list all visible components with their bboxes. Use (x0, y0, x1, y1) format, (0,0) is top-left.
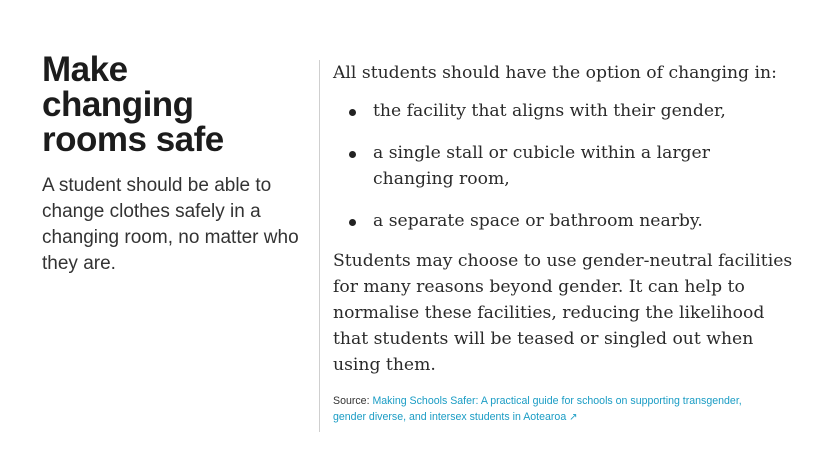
bullet-icon (349, 151, 356, 158)
external-link-icon: ↗ (569, 412, 578, 423)
source-link[interactable] (333, 395, 742, 423)
intro-text: All students should have the option of changing in: (333, 63, 777, 83)
vertical-divider (319, 60, 320, 432)
option-list (333, 98, 793, 234)
bullet-icon (349, 109, 356, 116)
source-label: Source: (333, 395, 370, 407)
title-line: rooms safe (42, 120, 224, 159)
list-item (333, 208, 793, 234)
lead-text: A student should be able to change clothes safely in a changing room, no matter who they are. (42, 175, 299, 274)
left-column (42, 52, 304, 277)
source-citation (333, 393, 753, 426)
page-title (42, 52, 304, 157)
title-line: Make (42, 50, 128, 89)
source-link-text: Making Schools Safer: A practical guide for schools on supporting transgender, gender diverse, and intersex students in Aotearoa (333, 395, 742, 423)
list-item (333, 140, 793, 192)
list-item (333, 98, 793, 124)
title-line: changing (42, 85, 194, 124)
bullet-icon (349, 219, 356, 226)
list-item-text: a single stall or cubicle within a larger changing room, (373, 143, 710, 189)
list-item-text: a separate space or bathroom nearby. (373, 211, 703, 231)
body-paragraph: Students may choose to use gender-neutral facilities for many reasons beyond gender. It can help to normalise these facilities, reducing the likelihood that students will be teased or singled out when using them. (333, 251, 793, 375)
right-column (333, 60, 793, 426)
list-item-text: the facility that aligns with their gender, (373, 101, 726, 121)
